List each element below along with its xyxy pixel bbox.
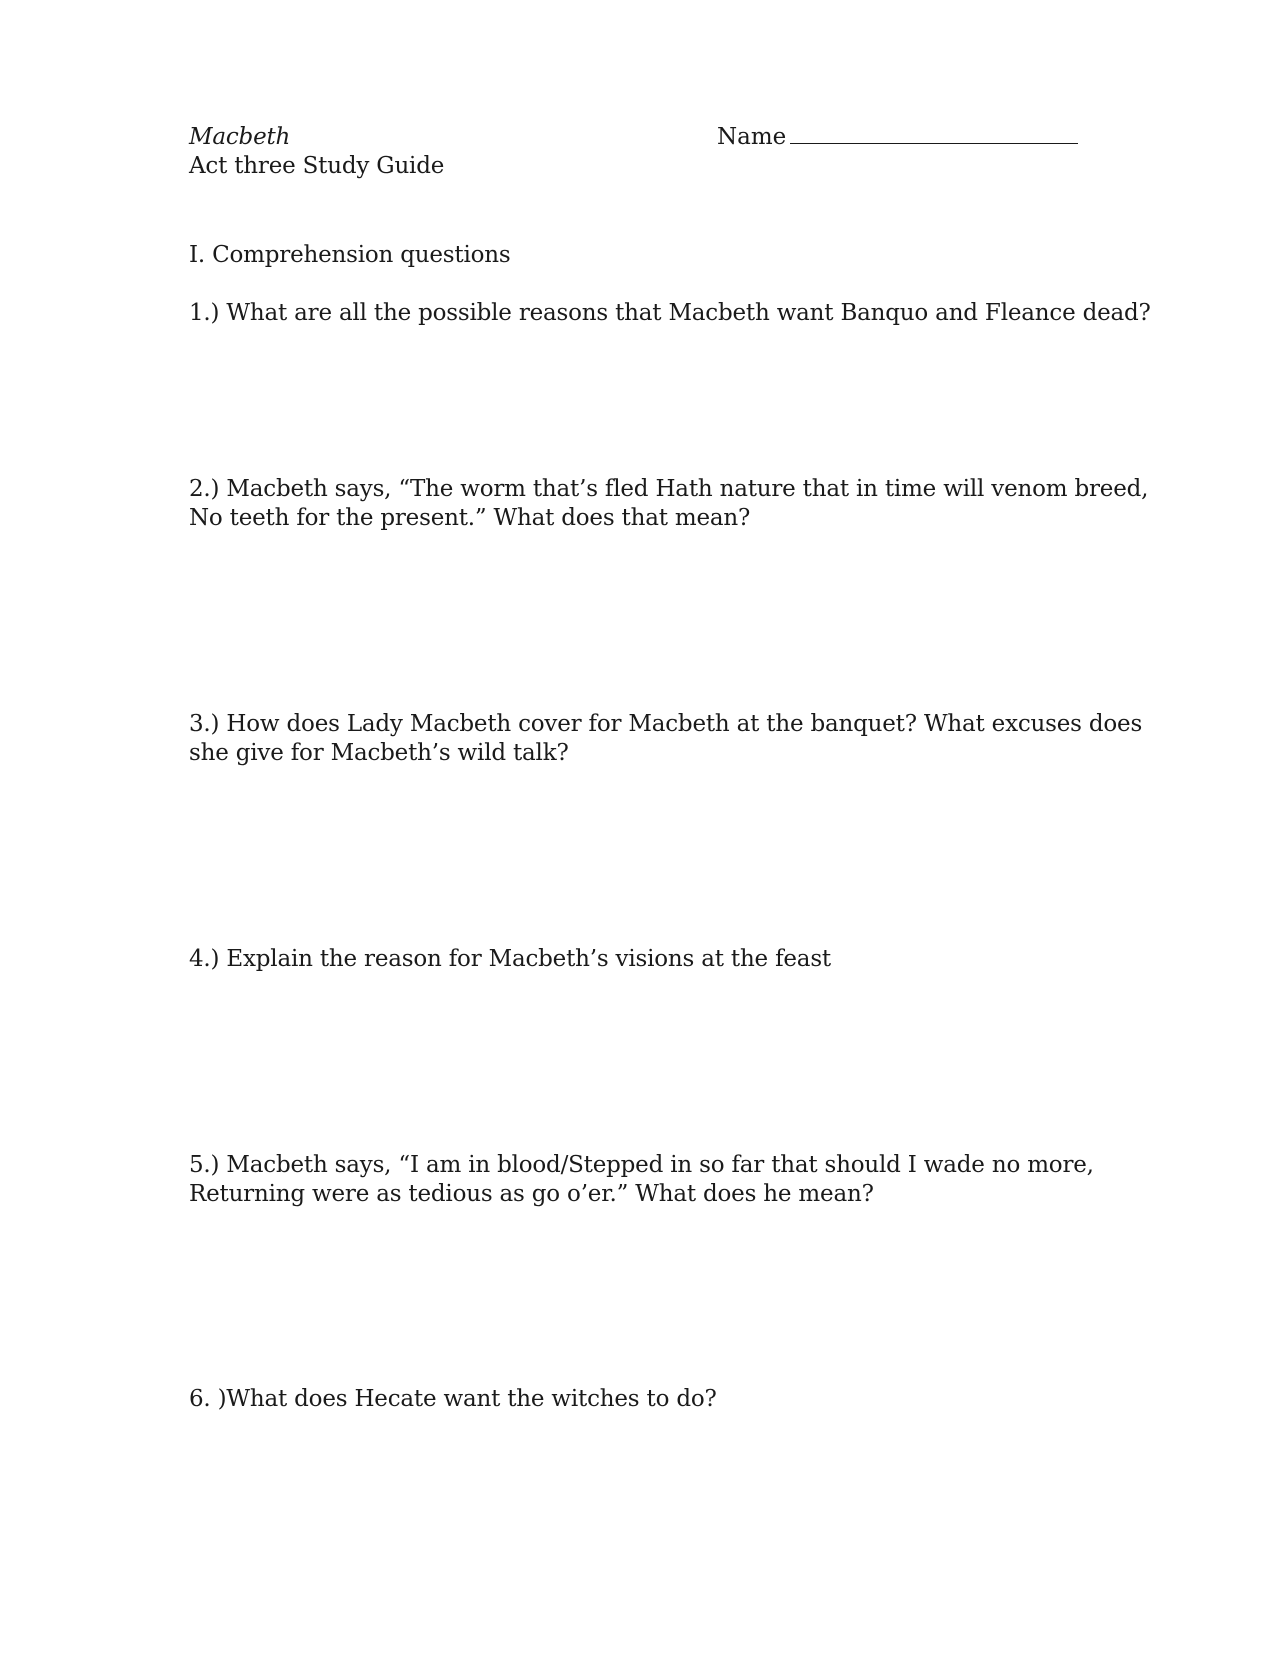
name-blank-line[interactable]	[790, 123, 1078, 144]
document-subtitle: Act three Study Guide	[189, 153, 445, 179]
name-label: Name	[717, 124, 787, 150]
question-3-text-line-1: 3.) How does Lady Macbeth cover for Macbeth at the banquet? What excuses does	[189, 711, 1143, 737]
question-3-text-line-2: she give for Macbeth’s wild talk?	[189, 740, 569, 766]
name-field	[717, 122, 1078, 152]
question-4-text: 4.) Explain the reason for Macbeth’s visions at the feast	[189, 946, 831, 972]
question-2-text-line-2: No teeth for the present.” What does that mean?	[189, 505, 751, 531]
document-title: Macbeth	[189, 124, 291, 150]
question-1-text: 1.) What are all the possible reasons that Macbeth want Banquo and Fleance dead?	[189, 300, 1151, 326]
question-5-text-line-1: 5.) Macbeth says, “I am in blood/Stepped in so far that should I wade no more,	[189, 1152, 1094, 1178]
question-5-text-line-2: Returning were as tedious as go o’er.” What does he mean?	[189, 1181, 874, 1207]
question-2-text-line-1: 2.) Macbeth says, “The worm that’s fled Hath nature that in time will venom breed,	[189, 476, 1149, 502]
section-heading: I. Comprehension questions	[189, 242, 511, 268]
question-6-text: 6. )What does Hecate want the witches to do?	[189, 1386, 717, 1412]
